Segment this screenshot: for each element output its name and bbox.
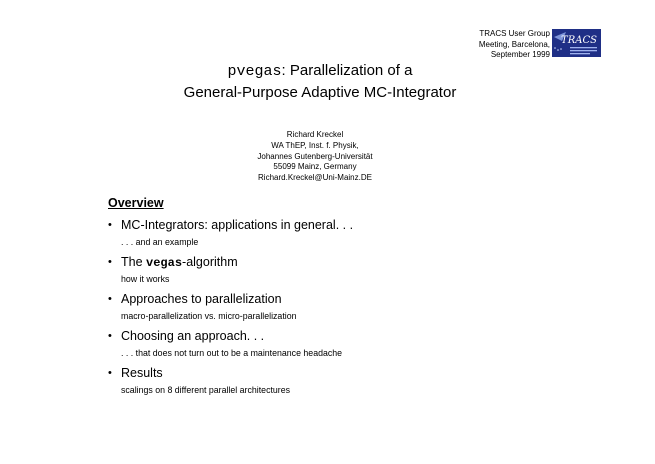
title-rest: : Parallelization of a xyxy=(281,62,413,79)
item-subtitle: . . . and an example xyxy=(121,237,199,247)
meeting-line: TRACS User Group xyxy=(479,29,550,38)
list-item xyxy=(108,366,528,403)
item-subtitle: macro-parallelization vs. micro-parallelization xyxy=(121,311,297,321)
author-block xyxy=(0,130,630,184)
bullet-icon: • xyxy=(108,330,112,342)
list-item xyxy=(108,255,528,292)
item-title: Choosing an approach. . . xyxy=(121,329,265,343)
author-email: Richard.Kreckel@Uni-Mainz.DE xyxy=(258,173,372,183)
item-title: MC-Integrators: applications in general. . . xyxy=(121,218,354,232)
page-title xyxy=(0,60,640,103)
item-title: Approaches to parallelization xyxy=(121,292,282,306)
logo-text: TRACS xyxy=(561,35,597,46)
list-item xyxy=(108,292,528,329)
list-item xyxy=(108,329,528,366)
item-subtitle: scalings on 8 different parallel architectures xyxy=(121,385,291,395)
item-title-code: vegas xyxy=(146,256,183,270)
item-title: Results xyxy=(121,366,163,380)
meeting-info xyxy=(438,29,550,61)
list-item xyxy=(108,218,528,255)
overview-heading: Overview xyxy=(108,196,164,210)
overview-list xyxy=(108,218,528,403)
bullet-icon: • xyxy=(108,256,112,268)
title-line-2: General-Purpose Adaptive MC-Integrator xyxy=(183,84,457,101)
title-line-1 xyxy=(0,60,640,82)
meeting-line: September 1999 xyxy=(490,50,550,59)
item-title xyxy=(121,255,238,270)
author-university: Johannes Gutenberg-Universität xyxy=(257,151,373,161)
item-subtitle: . . . that does not turn out to be a maintenance headache xyxy=(121,348,343,358)
author-address: 55099 Mainz, Germany xyxy=(273,162,357,172)
bullet-icon: • xyxy=(108,219,112,231)
item-subtitle: how it works xyxy=(121,274,170,284)
author-affiliation: WA ThEP, Inst. f. Physik, xyxy=(271,140,359,150)
item-title-pre: The xyxy=(121,255,147,269)
tracs-logo xyxy=(552,29,601,57)
meeting-line: Meeting, Barcelona, xyxy=(478,39,550,49)
bullet-icon: • xyxy=(108,367,112,379)
author-name: Richard Kreckel xyxy=(286,130,344,139)
title-code: pvegas xyxy=(227,63,282,80)
bullet-icon: • xyxy=(108,293,112,305)
item-title-post: -algorithm xyxy=(182,255,238,269)
